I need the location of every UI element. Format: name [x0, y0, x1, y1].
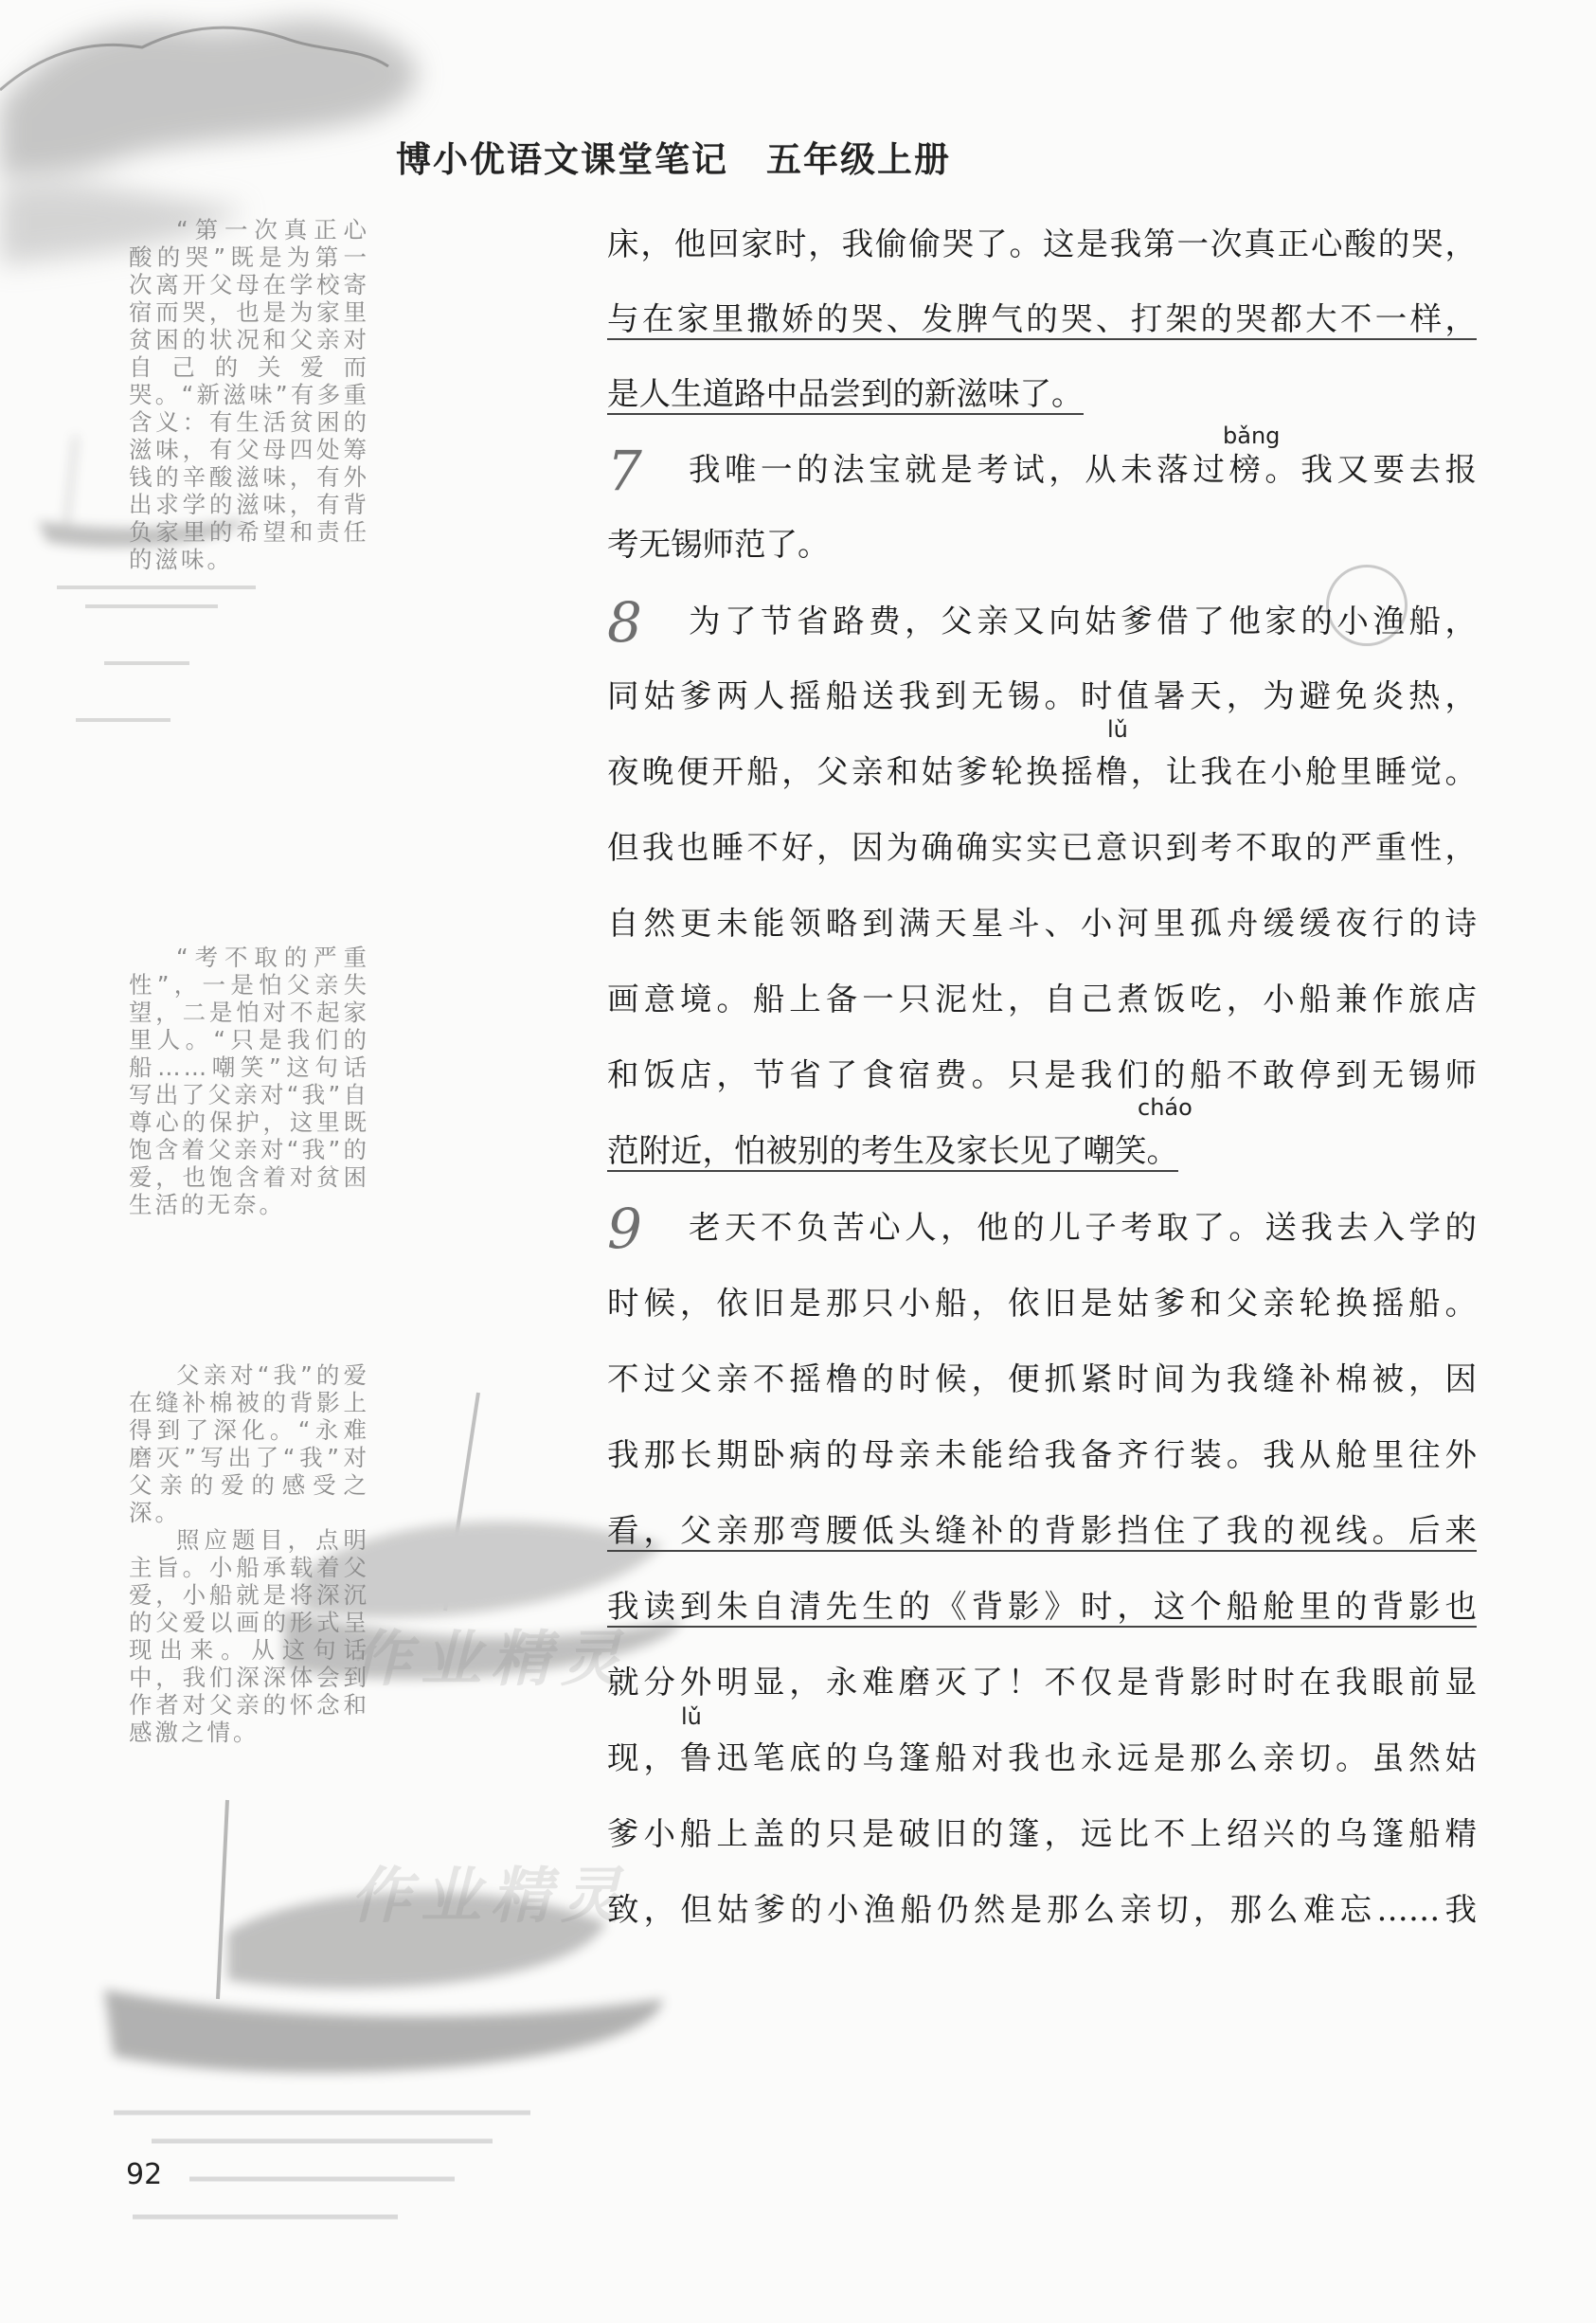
text-segment: 画意境。船上备一只泥灶，自己煮饭吃，小船兼作旅店	[607, 981, 1477, 1017]
text-segment: 自然更未能领略到满天星斗、小河里孤舟缓缓夜行的诗	[607, 905, 1477, 942]
text-line	[607, 1285, 1477, 1323]
text-segment: 致，但姑爹的小渔船仍然是那么亲切，那么难忘……我	[607, 1891, 1477, 1928]
text-segment: 老天不负苦心人，他的儿子考取了。送我去入学的	[689, 1209, 1477, 1246]
underlined-text: 与在家里撒娇的哭、发脾气的哭、打架的哭都大不一样，	[607, 300, 1477, 340]
text-line	[607, 526, 1477, 564]
running-header	[396, 131, 1059, 182]
page-number: 92	[126, 2158, 163, 2191]
text-line	[607, 225, 1477, 263]
text-segment: 就分外明显，永难磨灭了！不仅是背影时时在我眼前显	[607, 1664, 1477, 1701]
text-line	[607, 1056, 1477, 1094]
text-segment: 但我也睡不好，因为确确实实已意识到考不取的严重性，	[607, 829, 1477, 866]
large-boat-front	[104, 1800, 663, 2073]
text-line	[607, 1436, 1477, 1474]
text-segment: 床，他回家时，我偷偷哭了。这是我第一次真正心酸的哭，	[607, 225, 1477, 262]
water-strokes	[114, 2113, 530, 2217]
pinyin-annotation: bǎng	[1223, 423, 1281, 449]
underlined-text: 范附近，怕被别的考生及家长见了嘲笑。	[607, 1132, 1178, 1172]
text-line	[607, 1360, 1477, 1398]
text-segment: 考无锡师范了。	[607, 526, 830, 563]
paragraph-number: 7	[607, 439, 642, 503]
pinyin-annotation: lǔ	[1107, 716, 1128, 743]
grade-title: 五年级上册	[766, 139, 951, 180]
text-segment: 同姑爹两人摇船送我到无锡。时值暑天，为避免炎热，	[607, 677, 1477, 714]
text-segment: 时候，依旧是那只小船，依旧是姑爹和父亲轮换摇船。	[607, 1285, 1477, 1322]
text-segment: 不过父亲不摇橹的时候，便抓紧时间为我缝补棉被，因	[607, 1360, 1477, 1397]
text-line	[607, 905, 1477, 943]
text-segment: 我唯一的法宝就是考试，从未落过榜。我又要去报	[689, 451, 1477, 488]
text-line	[607, 1132, 1477, 1170]
side-note-text: “考不取的严重性”，一是怕父亲失望，二是怕对不起家里人。“只是我们的船……嘲笑”这句话写出了父亲对“我”自尊心的保护，这里既饱含着父亲对“我”的爱，也饱含着对贫困生活的无奈。	[129, 944, 369, 1218]
text-segment: 夜晚便开船，父亲和姑爹轮换摇橹，让我在小舱里睡觉。	[607, 753, 1477, 790]
watermark: 作业精灵	[350, 1861, 631, 1932]
side-note-text: 照应题目，点明主旨。小船承载着父爱，小船就是将深沉的父爱以画的形式呈现出来。从这句话中，我们深深体会到作者对父亲的怀念和感激之情。	[129, 1526, 369, 1746]
text-line	[689, 1209, 1477, 1247]
text-segment: 现，鲁迅笔底的乌篷船对我也永远是那么亲切。虽然姑	[607, 1739, 1477, 1776]
book-title: 博小优语文课堂笔记	[396, 139, 728, 180]
text-segment: 爹小船上盖的只是破旧的篷，远比不上绍兴的乌篷船精	[607, 1815, 1477, 1852]
underlined-text: 是人生道路中品尝到的新滋味了。	[607, 375, 1084, 415]
pinyin-annotation: cháo	[1138, 1094, 1193, 1121]
text-line	[607, 300, 1477, 338]
side-note-text: 父亲对“我”的爱在缝补棉被的背影上得到了深化。“永难磨灭”写出了“我”对父亲的爱的感受之深。	[129, 1361, 369, 1526]
watermark: 作业精灵	[350, 1624, 631, 1695]
text-line	[607, 375, 1477, 413]
text-segment: 为了节省路费，父亲又向姑爹借了他家的小渔船，	[689, 603, 1477, 639]
side-note-text: “第一次真正心酸的哭”既是为第一次离开父母在学校寄宿而哭，也是为家里贫困的状况和父亲对自己的关爱而哭。“新滋味”有多重含义：有生活贫困的滋味，有父母四处筹钱的辛酸滋味，有外出求学的滋味，有背负家里的希望和责任的滋味。	[129, 216, 369, 573]
pinyin-annotation: lǔ	[681, 1703, 702, 1730]
text-line	[607, 1891, 1477, 1929]
text-line	[607, 981, 1477, 1018]
text-line	[689, 603, 1477, 640]
text-segment: 我那长期卧病的母亲未能给我备齐行装。我从舱里往外	[607, 1436, 1477, 1473]
underlined-text: 看，父亲那弯腰低头缝补的背影挡住了我的视线。后来	[607, 1512, 1477, 1552]
paragraph-number: 8	[607, 590, 642, 655]
text-line	[607, 1739, 1477, 1777]
text-line	[607, 1815, 1477, 1853]
text-line	[607, 829, 1477, 867]
side-note-2	[129, 944, 369, 1218]
text-line	[607, 677, 1477, 715]
text-line	[607, 1588, 1477, 1626]
text-line	[689, 451, 1477, 489]
text-segment: 和饭店，节省了食宿费。只是我们的船不敢停到无锡师	[607, 1056, 1477, 1093]
paragraph-number: 9	[607, 1197, 642, 1261]
underlined-text: 我读到朱自清先生的《背影》时，这个船舱里的背影也	[607, 1588, 1477, 1628]
text-line	[607, 753, 1477, 791]
side-note-1	[129, 216, 369, 614]
text-line	[607, 1664, 1477, 1702]
side-note-3	[129, 1361, 369, 1746]
text-line	[607, 1512, 1477, 1550]
